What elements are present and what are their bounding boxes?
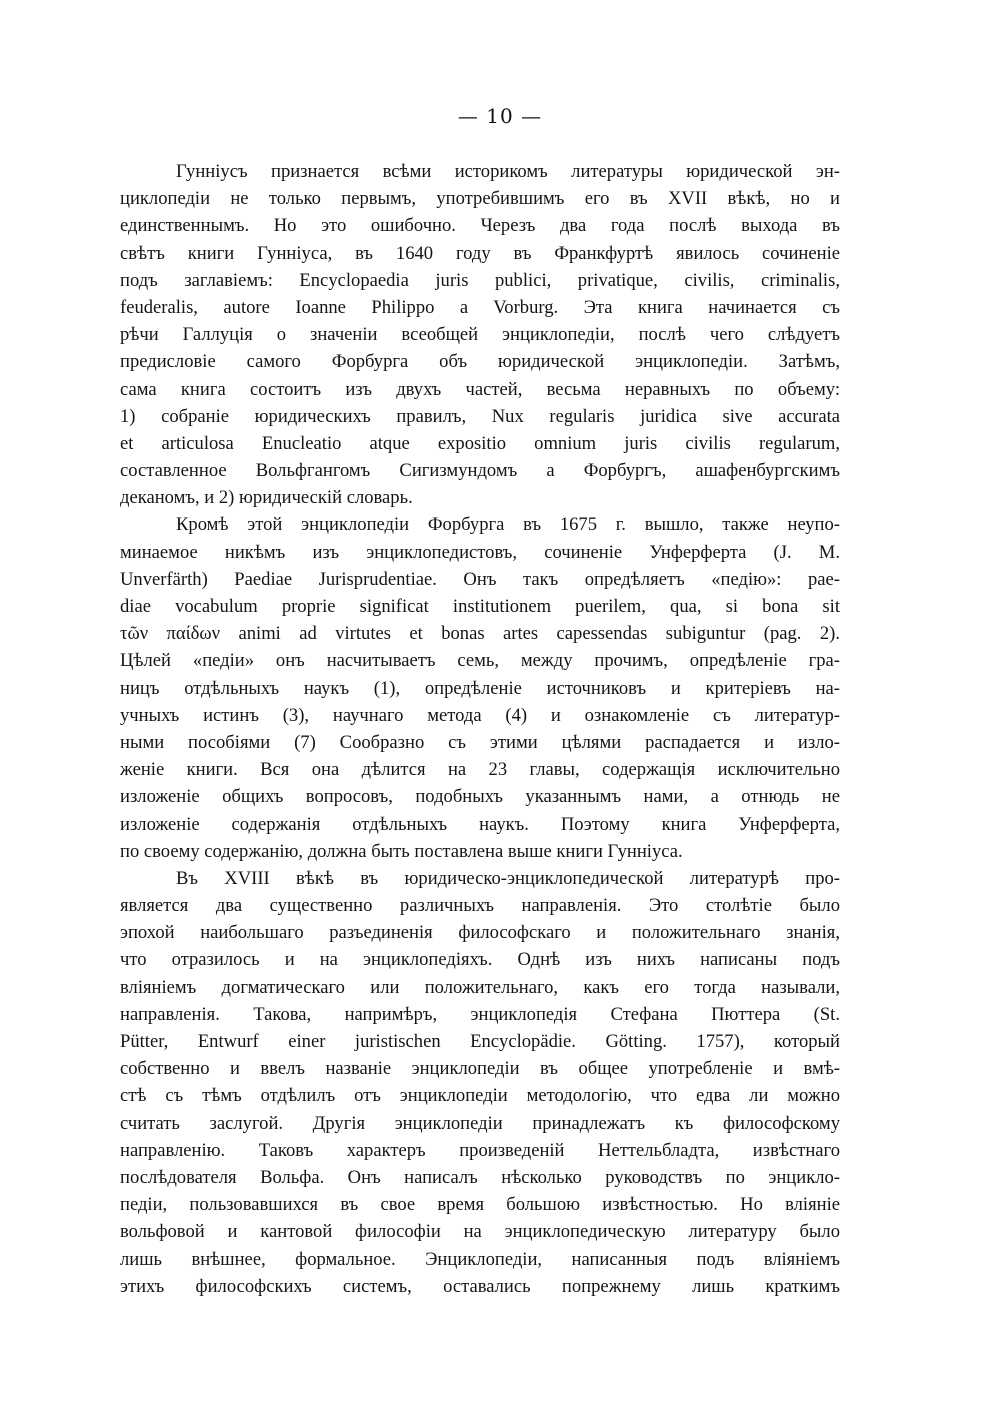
text-line: этихъ философскихъ системъ, оставались попрежнему лишь краткимъ (120, 1275, 840, 1297)
text-line: τῶν παίδων animi ad virtutes et bonas artes capessendas subiguntur (pag. 2). (120, 623, 840, 645)
paragraph-3 (120, 865, 840, 1300)
text-line: ницъ отдѣльныхъ наукъ (1), опредѣленіе источниковъ и критеріевъ на- (120, 677, 840, 699)
text-line: Гунніусъ признается всѣми историкомъ литературы юридической эн- (176, 161, 840, 182)
text-line: учныхъ истинъ (3), научнаго метода (4) и ознакомленіе съ литератур- (120, 704, 840, 726)
text-line: направленія. Такова, напримѣръ, энциклопедія Стефана Пюттера (St. (120, 1003, 840, 1025)
paragraph-2 (120, 511, 840, 864)
text-line: единственнымъ. Но это ошибочно. Черезъ два года послѣ выхода въ (120, 215, 840, 237)
text-line: Въ XVIII вѣкѣ въ юридическо-энциклопедической литературѣ про- (176, 867, 840, 889)
text-line: составленное Вольфгангомъ Сигизмундомъ а Форбургъ, ашафенбургскимъ (120, 460, 840, 482)
text-line: Цѣлей «педіи» онъ насчитываетъ семь, между прочимъ, опредѣленіе гра- (120, 650, 840, 672)
text-line: считать заслугой. Другія энциклопедіи принадлежатъ къ философскому (120, 1112, 840, 1134)
text-line: сама книга состоитъ изъ двухъ частей, весьма неравныхъ по объему: (120, 378, 840, 400)
text-line: вольфовой и кантовой философіи на энциклопедическую литературу было (120, 1221, 840, 1243)
text-line: изложеніе общихъ вопросовъ, подобныхъ указаннымъ нами, а отнюдь не (120, 786, 840, 808)
text-line: изложеніе содержанія отдѣльныхъ наукъ. Поэтому книга Унферферта, (120, 813, 840, 835)
paragraph-1 (120, 158, 840, 511)
text-line: et articulosa Enucleatio atque expositio omnium juris civilis regularum, (120, 432, 840, 454)
text-line: стѣ съ тѣмъ отдѣлилъ отъ энциклопедіи методологію, что едва ли можно (120, 1085, 840, 1107)
page-number: — 10 — (457, 104, 543, 128)
text-line: свѣтъ книги Гунніуса, въ 1640 году въ Франкфуртѣ явилось сочиненіе (120, 242, 840, 264)
text-line: 1) собраніе юридическихъ правилъ, Nux regularis juridica sive accurata (120, 405, 840, 427)
text-line: послѣдователя Вольфа. Онъ написалъ нѣсколько руководствъ по энцикло- (120, 1166, 840, 1188)
text-line: Pütter, Entwurf einer juristischen Encyclopädie. Götting. 1757), который (120, 1031, 840, 1052)
text-line: вліяніемъ догматическаго или положительнаго, какъ его тогда называли, (120, 976, 840, 998)
text-line: эпохой наибольшаго разъединенія философскаго и положительнаго знанія, (120, 922, 840, 944)
text-line: Кромѣ этой энциклопедіи Форбурга въ 1675 г. вышло, также неупо- (176, 514, 840, 536)
text-line: подъ заглавіемъ: Encyclopaedia juris publici, privatique, civilis, criminalis, (120, 269, 840, 291)
text-line: Unverfärth) Paediae Jurisprudentiae. Онъ такъ опредѣляетъ «педію»: pae- (120, 568, 840, 590)
text-line: feuderalis, autore Ioanne Philippo a Vorburg. Эта книга начинается съ (120, 296, 840, 318)
text-line: педіи, пользовавшихся въ свое время большою извѣстностью. Но вліяніе (120, 1194, 840, 1216)
text-line: лишь внѣшнее, формальное. Энциклопедіи, написанныя подъ вліяніемъ (120, 1248, 840, 1270)
text-line: является два существенно различныхъ направленія. Это столѣтіе было (120, 895, 840, 917)
body-text (120, 158, 840, 1300)
text-line: рѣчи Галлуція о значеніи всеобщей энциклопедіи, послѣ чего слѣдуетъ (120, 324, 840, 346)
text-line: деканомъ, и 2) юридическій словарь. (120, 487, 413, 509)
text-line: минаемое никѣмъ изъ энциклопедистовъ, сочиненіе Унферферта (J. M. (120, 541, 840, 563)
text-line: по своему содержанію, должна быть поставлена выше книги Гунніуса. (120, 840, 683, 862)
text-line: женіе книги. Вся она дѣлится на 23 главы, содержащія исключительно (120, 759, 840, 781)
text-line: собственно и ввелъ названіе энциклопедіи въ общее употребленіе и вмѣ- (120, 1058, 840, 1080)
text-line: предисловіе самого Форбурга объ юридической энциклопедіи. Затѣмъ, (120, 351, 840, 373)
text-line: diae vocabulum proprie significat institutionem puerilem, qua, si bona sit (120, 596, 840, 617)
text-line: циклопедіи не только первымъ, употребившимъ его въ XVII вѣкѣ, но и (120, 188, 840, 210)
text-line: что отразилось и на энциклопедіяхъ. Однѣ изъ нихъ написаны подъ (120, 949, 840, 971)
text-line: ными пособіями (7) Сообразно съ этими цѣлями распадается и изло- (120, 731, 840, 753)
text-line: направленію. Таковъ характеръ произведеній Неттельбладта, извѣстнаго (120, 1139, 840, 1161)
